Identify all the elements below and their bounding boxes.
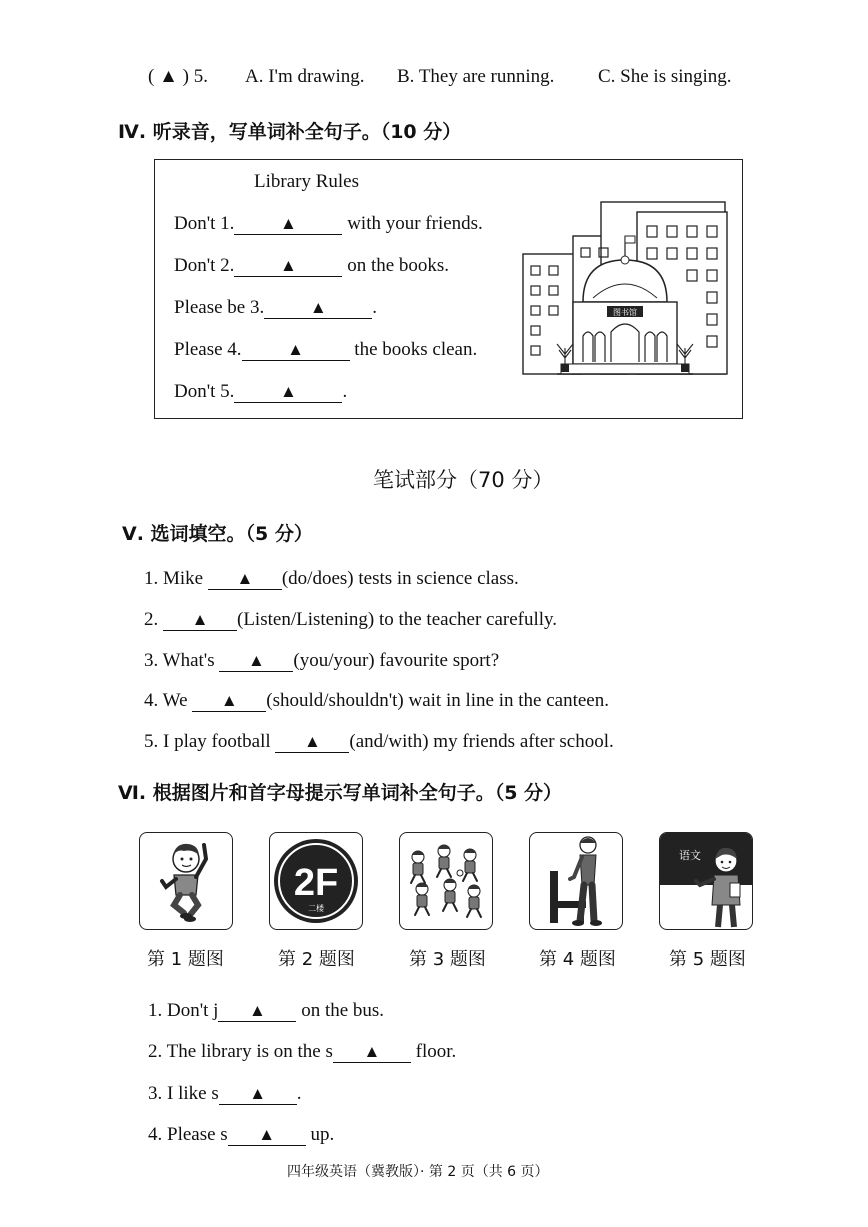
s6-item-1 bbox=[148, 1000, 384, 1022]
s5-item-5-blank[interactable]: ▲ bbox=[275, 732, 349, 753]
s6-item-4-pre: 4. Please s bbox=[148, 1124, 228, 1145]
caption-picture-2: 第 2 题图 bbox=[278, 949, 355, 970]
page-footer: 四年级英语（冀教版）· 第 2 页（共 6 页） bbox=[287, 1164, 549, 1180]
caption-picture-3: 第 3 题图 bbox=[409, 949, 486, 970]
rule-5 bbox=[174, 381, 347, 403]
s5-item-5-post: (and/with) my friends after school. bbox=[349, 731, 614, 752]
rule-1-post: with your friends. bbox=[347, 213, 483, 234]
s5-item-2 bbox=[144, 609, 557, 631]
s6-item-1-post: on the bus. bbox=[301, 1000, 385, 1021]
rule-3-blank[interactable]: ▲ bbox=[264, 298, 372, 319]
s5-item-1-pre: 1. Mike bbox=[144, 568, 204, 589]
second-floor-sign-icon bbox=[269, 832, 363, 930]
s6-item-4 bbox=[148, 1124, 334, 1146]
s5-item-4-blank[interactable]: ▲ bbox=[192, 691, 266, 712]
library-rules-title: Library Rules bbox=[254, 171, 360, 192]
s5-item-5 bbox=[144, 731, 614, 753]
section-5-title: Ⅴ. 选词填空。（5 分） bbox=[122, 523, 313, 545]
s5-item-2-pre: 2. bbox=[144, 609, 159, 630]
rule-4-blank[interactable]: ▲ bbox=[242, 340, 350, 361]
q5-option-c: C. She is singing. bbox=[598, 66, 732, 87]
blackboard-text: 语文 bbox=[679, 849, 701, 862]
rule-3-post: . bbox=[372, 297, 377, 318]
rule-2-pre: Don't 2. bbox=[174, 255, 235, 276]
s6-item-3-post: . bbox=[296, 1083, 302, 1104]
s6-item-2-post: floor. bbox=[415, 1041, 457, 1062]
rule-1-pre: Don't 1. bbox=[174, 213, 235, 234]
s5-item-1-blank[interactable]: ▲ bbox=[208, 569, 282, 590]
q5-option-a: A. I'm drawing. bbox=[245, 66, 365, 87]
s6-item-4-blank[interactable]: ▲ bbox=[228, 1125, 306, 1146]
rule-4-pre: Please 4. bbox=[174, 339, 242, 360]
s5-item-1-post: (do/does) tests in science class. bbox=[281, 568, 519, 589]
s6-item-1-blank[interactable]: ▲ bbox=[218, 1001, 296, 1022]
s5-item-5-pre: 5. I play football bbox=[144, 731, 271, 752]
s5-item-4-post: (should/shouldn't) wait in line in the canteen. bbox=[266, 690, 609, 711]
standing-by-chair-icon bbox=[529, 832, 623, 930]
section-4-title: Ⅳ. 听录音，写单词补全句子。（10 分） bbox=[118, 121, 462, 143]
s6-item-2 bbox=[148, 1041, 456, 1063]
written-part-title: 笔试部分（70 分） bbox=[373, 468, 554, 492]
s6-item-3-pre: 3. I like s bbox=[148, 1083, 219, 1104]
s5-item-2-post: (Listen/Listening) to the teacher carefully. bbox=[237, 609, 558, 630]
rule-3-pre: Please be 3. bbox=[174, 297, 265, 318]
s5-item-1 bbox=[144, 568, 519, 590]
caption-picture-1: 第 1 题图 bbox=[147, 949, 224, 970]
s5-item-3-pre: 3. What's bbox=[144, 650, 215, 671]
rule-4-post: the books clean. bbox=[354, 339, 478, 360]
s5-item-3-post: (you/your) favourite sport? bbox=[293, 650, 500, 671]
s6-item-2-pre: 2. The library is on the s bbox=[148, 1041, 333, 1062]
s6-item-2-blank[interactable]: ▲ bbox=[333, 1042, 411, 1063]
q5-option-b: B. They are running. bbox=[397, 66, 555, 87]
rule-2-blank[interactable]: ▲ bbox=[234, 256, 342, 277]
section-6-title: Ⅵ. 根据图片和首字母提示写单词补全句子。（5 分） bbox=[118, 782, 563, 804]
library-building-illustration bbox=[521, 198, 729, 378]
rule-2-post: on the books. bbox=[347, 255, 450, 276]
jumping-boy-icon bbox=[139, 832, 233, 930]
s6-item-3-blank[interactable]: ▲ bbox=[219, 1084, 297, 1105]
rule-1 bbox=[174, 213, 483, 235]
s6-item-3 bbox=[148, 1083, 301, 1105]
s6-item-4-post: up. bbox=[310, 1124, 335, 1145]
rule-4 bbox=[174, 339, 477, 361]
sign-2f-text: 2F bbox=[293, 862, 339, 904]
s5-item-3-blank[interactable]: ▲ bbox=[219, 651, 293, 672]
rule-5-blank[interactable]: ▲ bbox=[234, 382, 342, 403]
rule-2 bbox=[174, 255, 449, 277]
rule-5-post: . bbox=[342, 381, 348, 402]
children-playing-icon bbox=[399, 832, 493, 930]
s5-item-2-blank[interactable]: ▲ bbox=[163, 610, 237, 631]
q5-paren: ( ▲ ) 5. bbox=[148, 66, 208, 87]
rule-3 bbox=[174, 297, 377, 319]
rule-5-pre: Don't 5. bbox=[174, 381, 235, 402]
teacher-blackboard-icon bbox=[659, 832, 753, 930]
s5-item-4 bbox=[144, 690, 609, 712]
building-sign-text: 图书馆 bbox=[613, 308, 637, 317]
sign-floor-text: 二楼 bbox=[308, 904, 324, 913]
s5-item-3 bbox=[144, 650, 499, 672]
rule-1-blank[interactable]: ▲ bbox=[234, 214, 342, 235]
caption-picture-5: 第 5 题图 bbox=[669, 949, 746, 970]
library-rules-box bbox=[154, 159, 743, 419]
caption-picture-4: 第 4 题图 bbox=[539, 949, 616, 970]
s6-item-1-pre: 1. Don't j bbox=[148, 1000, 219, 1021]
s5-item-4-pre: 4. We bbox=[144, 690, 188, 711]
